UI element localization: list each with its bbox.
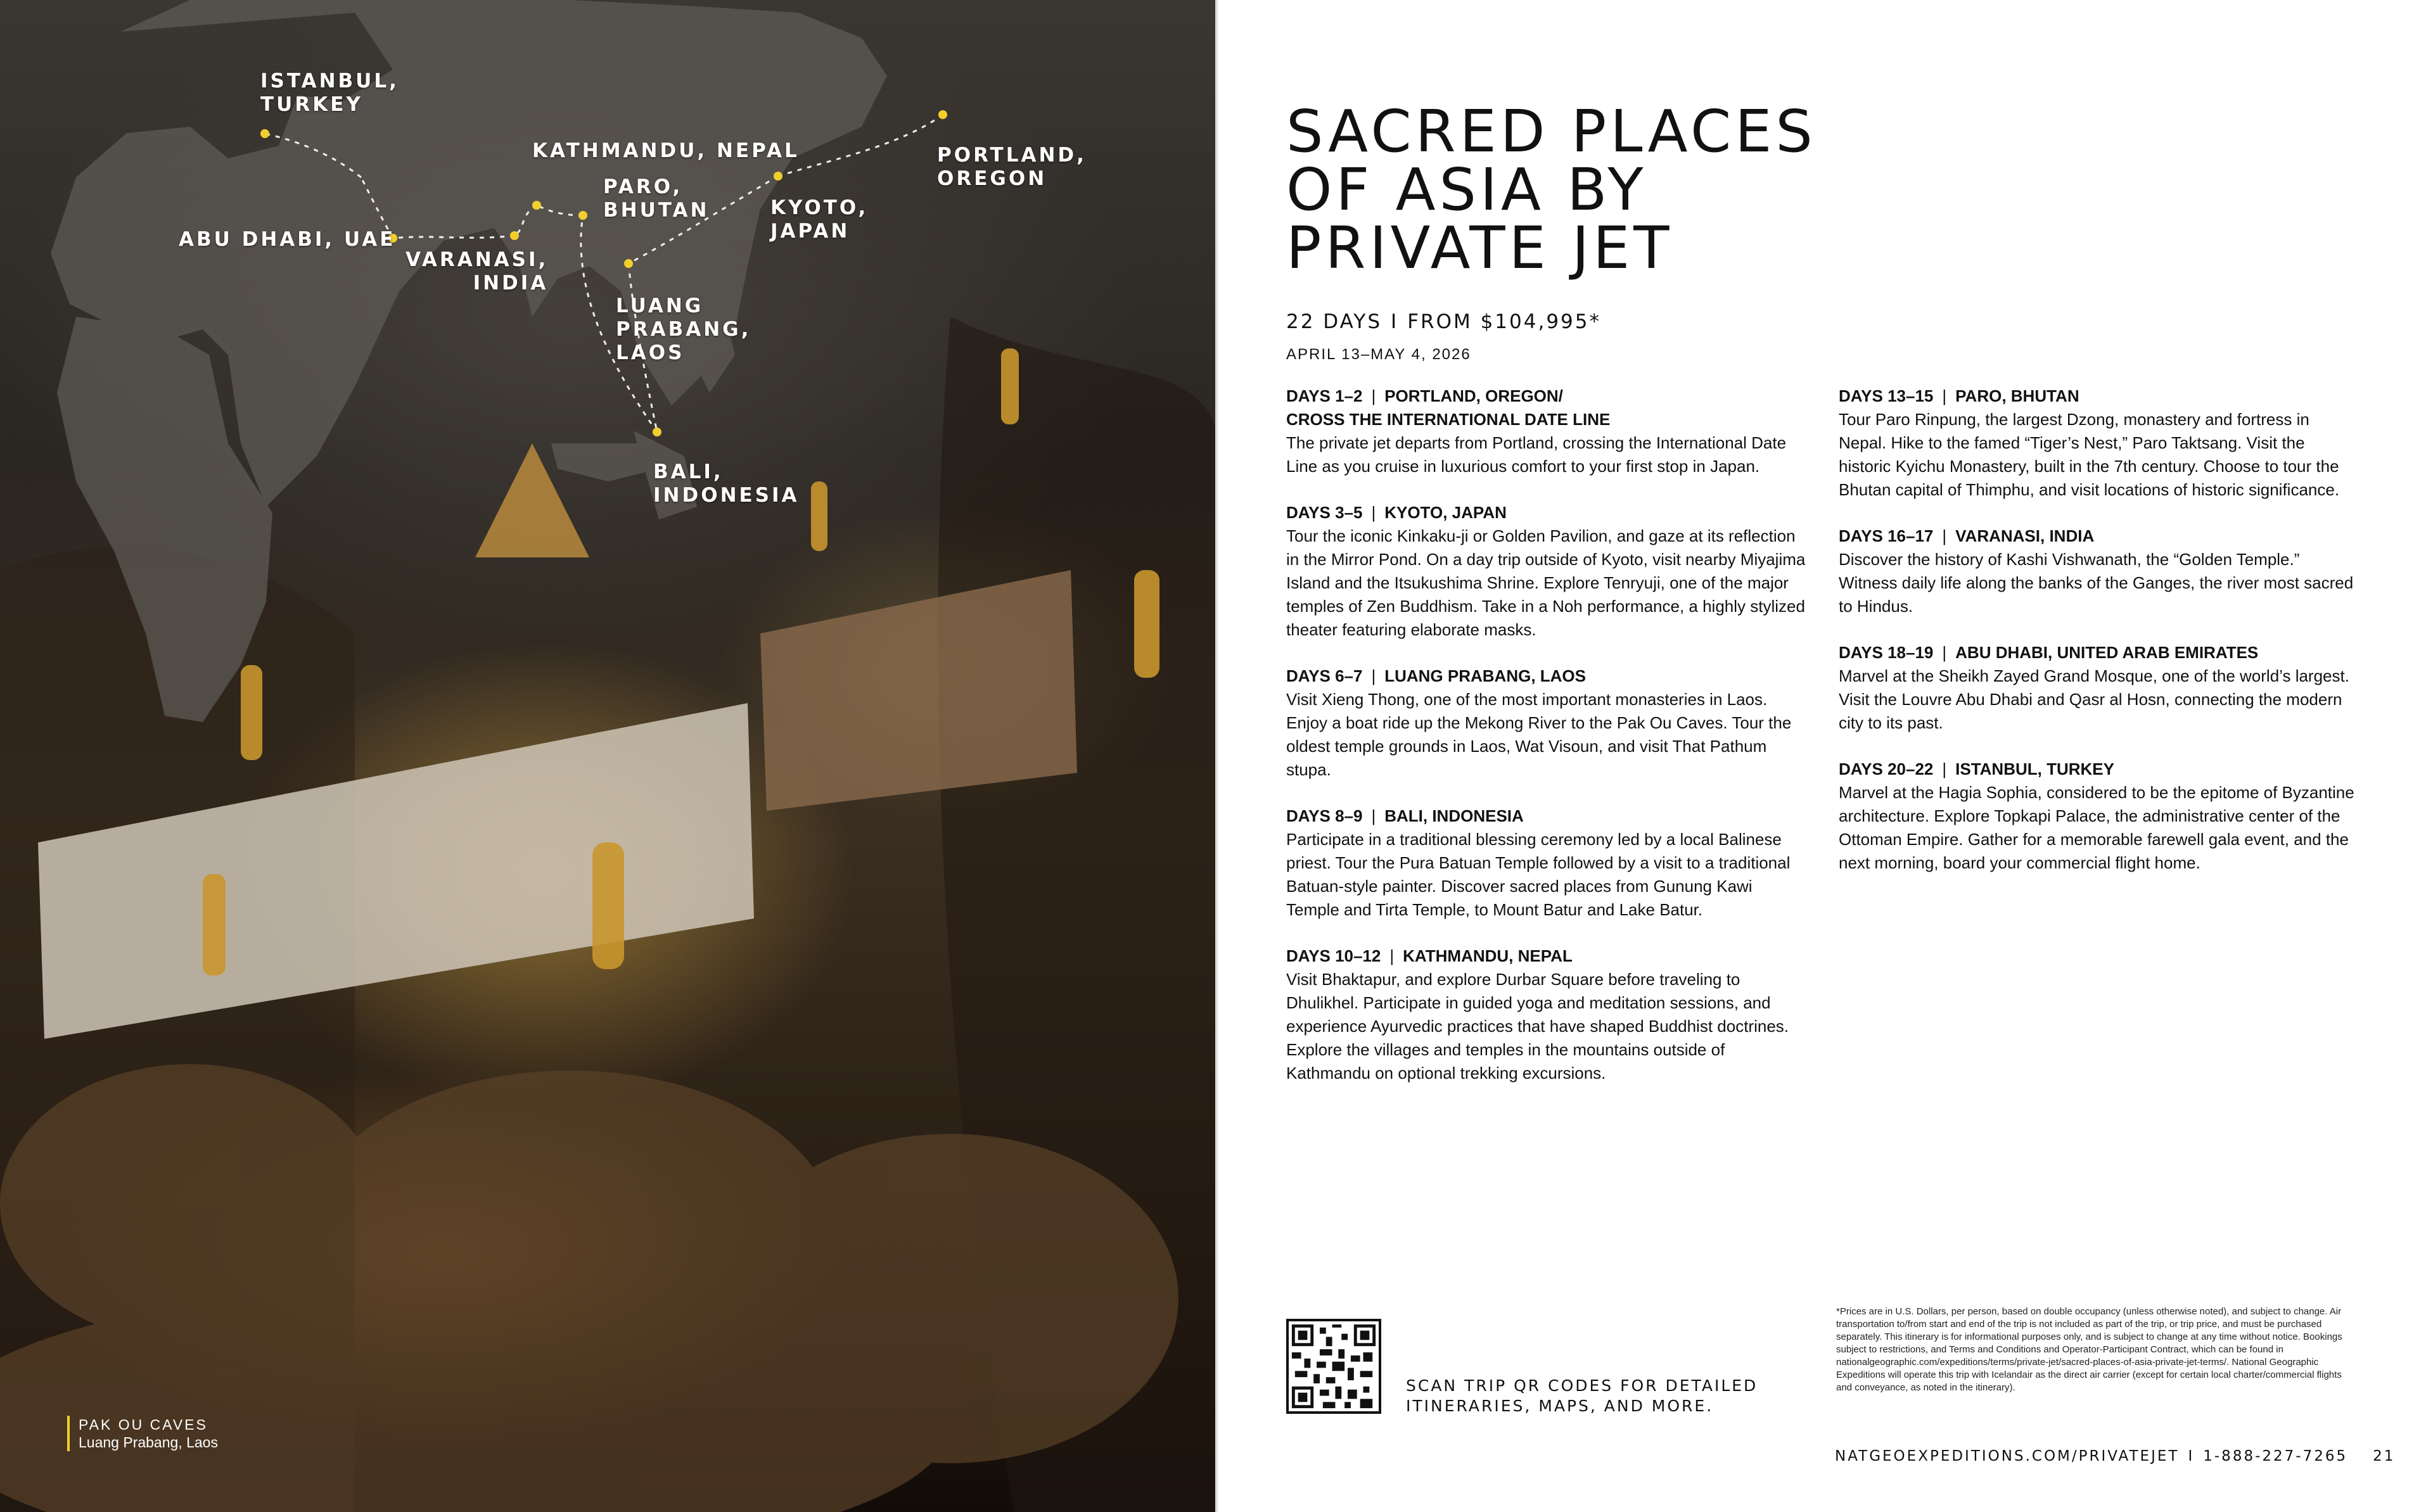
caption-location: Luang Prabang, Laos — [79, 1434, 218, 1451]
map-label-portland: PORTLAND, OREGON — [937, 144, 1087, 190]
map-label-kyoto: KYOTO, JAPAN — [770, 196, 869, 243]
itinerary-heading: DAYS 18–19 | ABU DHABI, UNITED ARAB EMIRATES — [1839, 643, 2259, 662]
itinerary-item — [1839, 384, 2358, 502]
itinerary-heading: DAYS 6–7 | LUANG PRABANG, LAOS — [1286, 666, 1586, 685]
caption-title: PAK OU CAVES — [79, 1416, 208, 1433]
qr-code-icon — [1289, 1321, 1379, 1411]
photo-caption — [67, 1416, 218, 1451]
page-title: SACRED PLACES OF ASIA BY PRIVATE JET — [1286, 97, 1817, 282]
itinerary-text: Tour Paro Rinpung, the largest Dzong, monastery and fortress in Nepal. Hike to the famed “Tiger’s Nest,” Paro Taktsang. Visit the historic Kyichu Monastery, built in the 7th century. Choose to tour the Bhutan capital of Thimphu, and visit locations of historic significance. — [1839, 410, 2340, 499]
map-label-bali: BALI, INDONESIA — [653, 461, 800, 507]
page-spine — [1215, 0, 1218, 1512]
itinerary-column-left — [1286, 384, 1806, 1108]
map-label-istanbul: ISTANBUL, TURKEY — [260, 70, 399, 116]
itinerary-text: Marvel at the Sheikh Zayed Grand Mosque, one of the world’s largest. Visit the Louvre Abu Dhabi and Qasr al Hosn, connecting the modern city to its past. — [1839, 666, 2349, 732]
itinerary-text: Discover the history of Kashi Vishwanath, the “Golden Temple.” Witness daily life along the banks of the Ganges, the river most sacred to Hindus. — [1839, 550, 2354, 616]
itinerary-heading: DAYS 16–17 | VARANASI, INDIA — [1839, 526, 2095, 545]
itinerary-heading: DAYS 3–5 | KYOTO, JAPAN — [1286, 503, 1507, 522]
page-footer — [1835, 1448, 2395, 1464]
itinerary-item — [1286, 664, 1806, 782]
fine-print: *Prices are in U.S. Dollars, per person, based on double occupancy (unless otherwise noted), and subject to change. Air transportation to/from start and end of the trip is not included as part of the trip, or trip price, and must be purchased separately. This itinerary is for informational purposes only, and is subject to change at any time without notice. Bookings subject to restrictions, and Terms and Conditions and Operator-Participant Contract, which can be found in nationalgeographic.com/expeditions/terms/private-jet/sacred-places-of-asia-private-jet-terms/. National Geographic Expeditions will operate this trip with Icelandair as the direct air carrier (except for certain local charter/commercial flights and conveyance, as noted in the itinerary). — [1836, 1306, 2342, 1393]
map-label-luang-prabang: LUANG PRABANG, LAOS — [616, 295, 751, 364]
itinerary-text: Visit Bhaktapur, and explore Durbar Square before traveling to Dhulikhel. Participate in guided yoga and meditation sessions, and experience Ayurvedic practices that have shaped Buddhist doctrines. Explore the villages and temples in the mountains outside of Kathmandu on optional trekking excursions. — [1286, 970, 1789, 1083]
trip-price: FROM $104,995* — [1407, 310, 1601, 333]
map-label-paro: PARO, BHUTAN — [603, 175, 710, 222]
itinerary-text: Tour the iconic Kinkaku-ji or Golden Pavilion, and gaze at its reflection in the Mirror Pond. On a day trip outside of Kyoto, visit nearby Miyajima Island and the Itsukushima Shrine. Explore Tenryuji, one of the major temples of Zen Buddhism. Take in a Noh performance, a highly stylized theater featuring elaborate masks. — [1286, 526, 1806, 639]
summary-separator: I — [1391, 310, 1399, 333]
page-number: 21 — [2373, 1448, 2396, 1464]
itinerary-item — [1839, 641, 2358, 735]
qr-code[interactable] — [1286, 1319, 1381, 1414]
itinerary-item — [1286, 384, 1806, 478]
itinerary-text: Marvel at the Hagia Sophia, considered to be the epitome of Byzantine architecture. Explore Topkapi Palace, the administrative center of the Ottoman Empire. Gather for a memorable farewell gala event, and the next morning, board your commercial flight home. — [1839, 783, 2354, 872]
trip-summary — [1286, 310, 1601, 333]
itinerary-text: Participate in a traditional blessing ceremony led by a local Balinese priest. Tour the Pura Batuan Temple followed by a visit to a traditional Batuan-style painter. Discover sacred places from Gunung Kawi Temple and Tirta Temple, to Mount Batur and Lake Batur. — [1286, 830, 1791, 919]
footer-separator: I — [2188, 1448, 2195, 1464]
itinerary-item — [1286, 501, 1806, 642]
itinerary-text: The private jet departs from Portland, crossing the International Date Line as you cruise in luxurious comfort to your first stop in Japan. — [1286, 433, 1787, 476]
route-map — [0, 0, 1216, 1512]
qr-instructions: SCAN TRIP QR CODES FOR DETAILED ITINERARIES, MAPS, AND MORE. — [1406, 1376, 1758, 1415]
itinerary-item — [1839, 524, 2358, 618]
itinerary-heading: DAYS 10–12 | KATHMANDU, NEPAL — [1286, 946, 1573, 965]
cover-photo-pak-ou-caves — [0, 0, 1216, 1512]
itinerary-text: Visit Xieng Thong, one of the most important monasteries in Laos. Enjoy a boat ride up the Mekong River to the Pak Ou Caves. Tour the oldest temple grounds in Laos, Wat Visoun, and visit That Pathum stupa. — [1286, 690, 1792, 779]
itinerary-heading: DAYS 1–2 | PORTLAND, OREGON/ CROSS THE INTERNATIONAL DATE LINE — [1286, 386, 1611, 429]
map-label-varanasi: VARANASI, INDIA — [406, 248, 549, 295]
map-label-kathmandu: KATHMANDU, NEPAL — [532, 139, 800, 162]
footer-phone[interactable]: 1-888-227-7265 — [2203, 1448, 2348, 1464]
itinerary-item — [1286, 944, 1806, 1085]
itinerary-item — [1286, 804, 1806, 922]
itinerary-heading: DAYS 8–9 | BALI, INDONESIA — [1286, 806, 1524, 825]
trip-length: 22 DAYS — [1286, 310, 1383, 333]
itinerary-item — [1839, 758, 2358, 875]
itinerary-heading: DAYS 20–22 | ISTANBUL, TURKEY — [1839, 759, 2114, 778]
footer-url[interactable]: NATGEOEXPEDITIONS.COM/PRIVATEJET — [1835, 1448, 2180, 1464]
itinerary-heading: DAYS 13–15 | PARO, BHUTAN — [1839, 386, 2079, 405]
trip-dates: APRIL 13–MAY 4, 2026 — [1286, 346, 1471, 363]
map-label-abu-dhabi: ABU DHABI, UAE — [179, 228, 396, 251]
itinerary-column-right — [1839, 384, 2358, 898]
